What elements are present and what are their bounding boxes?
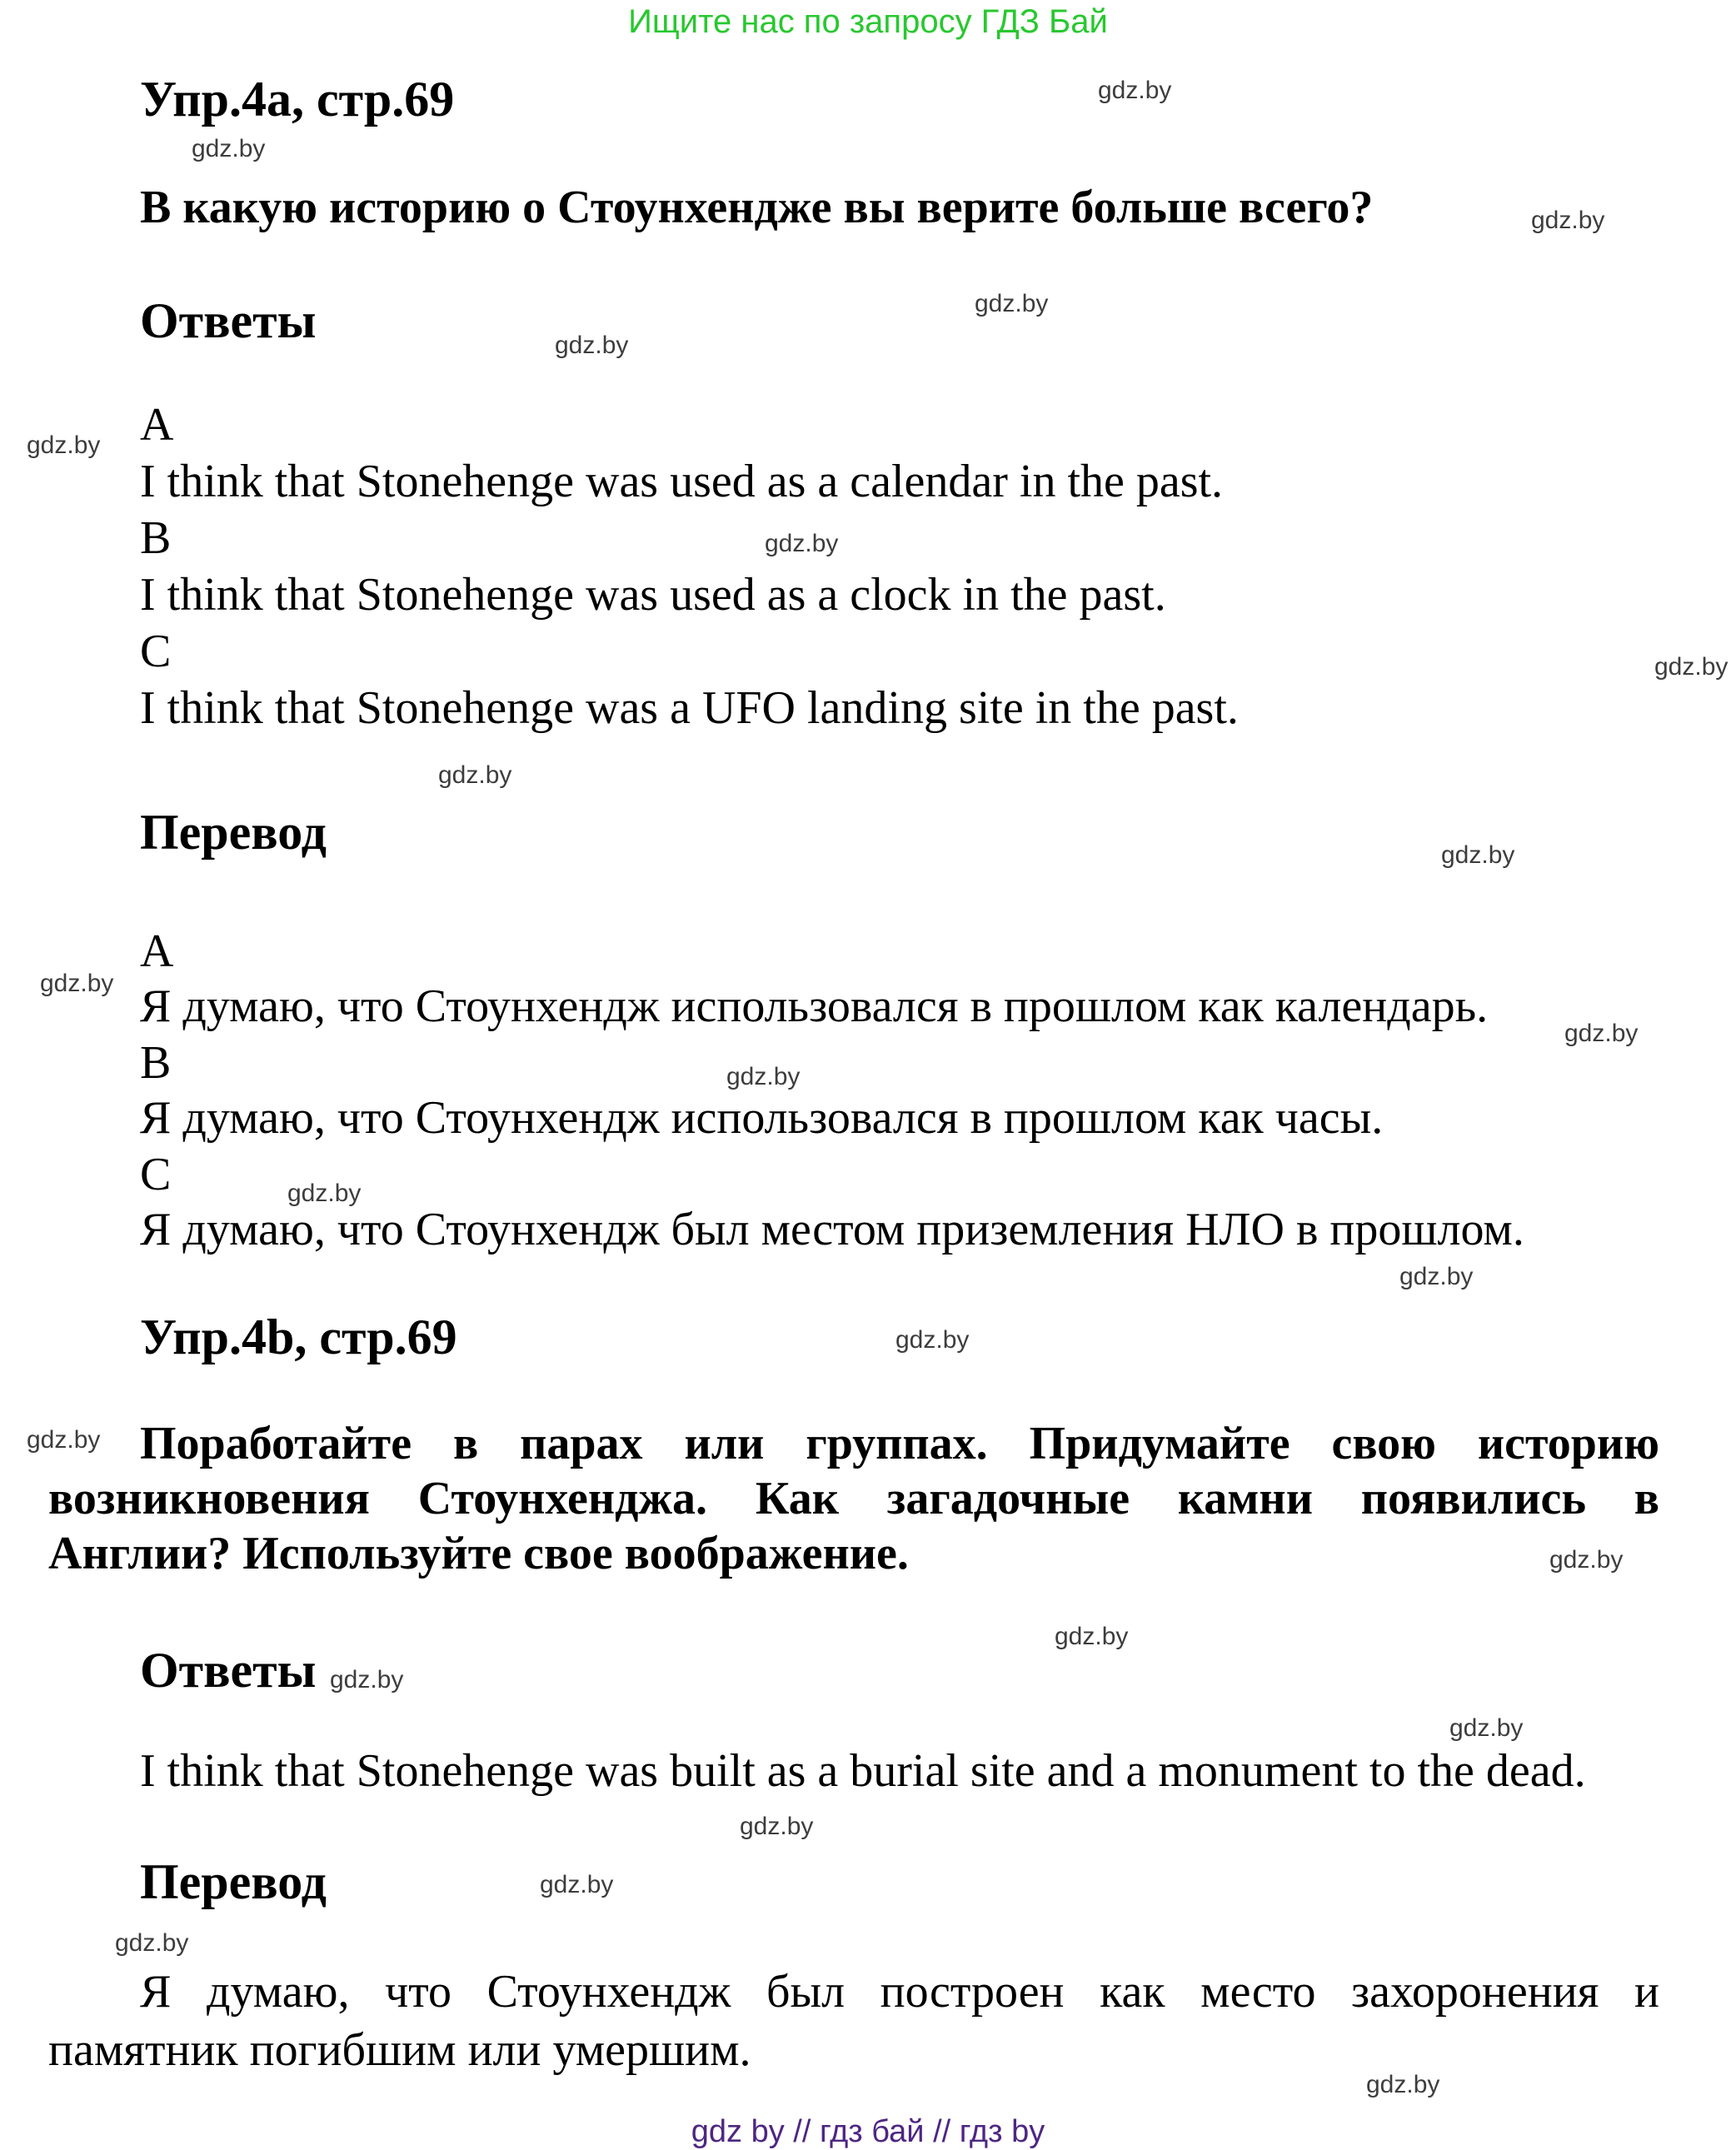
watermark: gdz.by [40, 970, 114, 997]
translation-label-4b: Перевод [140, 1854, 327, 1909]
watermark: gdz.by [1366, 2071, 1440, 2098]
watermark: gdz.by [27, 1426, 101, 1454]
exercise-4b-heading: Упр.4b, стр.69 [140, 1309, 457, 1364]
task-line-3: Англии? Используйте свое воображение. [48, 1528, 909, 1579]
watermark: gdz.by [438, 761, 512, 789]
watermark: gdz.by [1549, 1546, 1624, 1574]
watermark: gdz.by [555, 332, 629, 359]
footer-links: gdz by // гдз бай // гдз by [691, 2114, 1045, 2149]
watermark: gdz.by [1055, 1623, 1129, 1650]
watermark: gdz.by [115, 1929, 189, 1957]
answer-c-label: C [140, 626, 172, 677]
exercise-4a-question: В какую историю о Стоунхендже вы верите больше всего? [140, 182, 1374, 233]
watermark: gdz.by [27, 431, 101, 459]
answers-label-4b: Ответы [140, 1643, 317, 1698]
watermark: gdz.by [765, 530, 839, 557]
answer-a-label: A [140, 399, 174, 451]
watermark: gdz.by [1654, 653, 1729, 681]
translation-c-text: Я думаю, что Стоунхендж был местом приземления НЛО в прошлом. [140, 1204, 1524, 1255]
answers-label-4a: Ответы [140, 293, 317, 348]
translation-4b-line-1: Я думаю, что Стоунхендж был построен как место захоронения и [140, 1966, 1659, 2018]
watermark: gdz.by [740, 1813, 814, 1840]
translation-label-4a: Перевод [140, 805, 327, 860]
translation-b-text: Я думаю, что Стоунхендж использовался в прошлом как часы. [140, 1092, 1384, 1144]
translation-a-text: Я думаю, что Стоунхендж использовался в прошлом как календарь. [140, 980, 1489, 1032]
watermark: gdz.by [287, 1180, 362, 1207]
translation-4b-line-2: памятник погибшим или умершим. [48, 2024, 751, 2076]
watermark: gdz.by [1564, 1020, 1639, 1047]
exercise-4b-task [48, 1416, 1659, 1581]
answer-4b-text: I think that Stonehenge was built as a burial site and a monument to the dead. [140, 1745, 1586, 1797]
answer-b-text: I think that Stonehenge was used as a clock in the past. [140, 569, 1166, 621]
answer-c-text: I think that Stonehenge was a UFO landing site in the past. [140, 682, 1239, 734]
watermark: gdz.by [1098, 77, 1172, 104]
answer-a-text: I think that Stonehenge was used as a calendar in the past. [140, 456, 1224, 507]
exercise-4a-heading: Упр.4а, стр.69 [140, 72, 455, 127]
translation-4b [48, 1963, 1659, 2079]
watermark: gdz.by [540, 1871, 614, 1898]
watermark: gdz.by [1399, 1263, 1474, 1290]
watermark: gdz.by [895, 1326, 970, 1354]
watermark: gdz.by [1441, 841, 1515, 869]
watermark: gdz.by [1449, 1714, 1524, 1742]
task-line-2: возникновения Стоунхенджа. Как загадочные камни появились в [48, 1473, 1659, 1524]
task-line-1: Поработайте в парах или группах. Придумайте свою историю [140, 1418, 1659, 1469]
watermark: gdz.by [192, 135, 266, 162]
watermark: gdz.by [726, 1063, 801, 1090]
watermark: gdz.by [1531, 207, 1605, 234]
top-banner-text: Ищите нас по запросу ГДЗ Бай [628, 3, 1108, 40]
watermark: gdz.by [330, 1666, 404, 1694]
watermark: gdz.by [975, 290, 1049, 317]
translation-c-label: C [140, 1149, 172, 1200]
translation-a-label: A [140, 925, 174, 977]
answer-b-label: B [140, 512, 172, 564]
translation-b-label: B [140, 1037, 172, 1089]
